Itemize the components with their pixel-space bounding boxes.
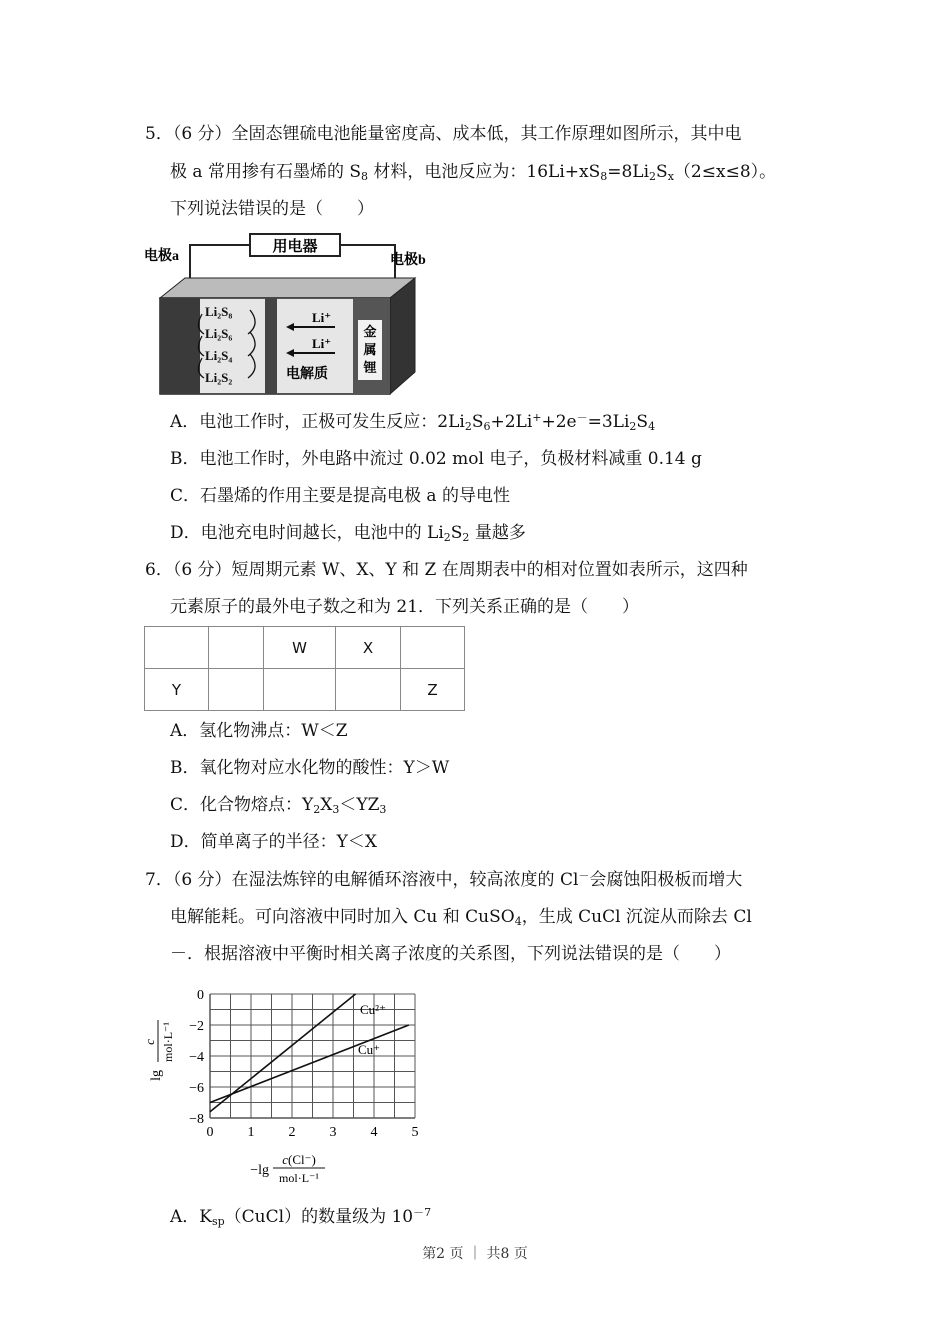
svg-text:c(Cl⁻): c(Cl⁻) [282,1152,316,1167]
q5-option-d: D．电池充电时间越长，电池中的 $Li_2S_2$ 量越多 [170,523,526,544]
table-row [145,627,465,669]
y-tick-label: 0 [197,988,204,1003]
table-cell [401,627,465,669]
y-tick-label: −2 [189,1019,204,1034]
q6-stem-line1: 6．（6 分）短周期元素 W、X、Y 和 Z 在周期表中的相对位置如表所示，这四种 [145,560,748,580]
metal-label-1: 金 [363,324,377,339]
y-tick-label: −8 [189,1112,204,1127]
species-li2s6: Li₂S₆ [205,326,233,341]
species-li2s8: Li₂S₈ [205,304,233,319]
q7-option-a: A．$K_{sp}(CuCl)$的数量级为 $10^{-7}$ [170,1206,432,1228]
x-tick-label: 3 [329,1125,337,1140]
concentration-chart [140,978,440,1188]
series-label: Cu⁺ [358,1042,381,1057]
svg-text:c: c [142,1039,157,1045]
q7-stem-line3: －．根据溶液中平衡时相关离子浓度的关系图，下列说法错误的是（ ） [170,944,731,964]
q5-option-a: A．电池工作时，正极可发生反应：$2Li_2S_6+2Li^++2e^-=3Li_2S_4$ [170,411,656,433]
x-tick-label: 1 [247,1125,255,1140]
x-tick-label: 4 [370,1125,378,1140]
q6-option-d: D．简单离子的半径：Y＜X [170,832,377,852]
q5-stem-line2: 极 a 常用掺有石墨烯的 $S_8$ 材料，电池反应为：$16Li+xS_8=8Li_2S_x(2\le x\le 8)$。 [170,162,777,183]
y-axis-title [142,1020,175,1081]
table-cell [336,669,401,711]
q5-stem-line3: 下列说法错误的是（ ） [170,199,374,219]
svg-text:−lg: −lg [250,1163,269,1178]
x-axis-title [250,1152,325,1185]
ion-label-1: Li⁺ [312,310,332,325]
electrode-b-label: 电极b [390,253,426,268]
y-tick-label: −4 [189,1050,204,1065]
q6-option-c: C．化合物熔点：$Y_2X_3<YZ_3$ [170,795,387,816]
q5-option-b: B．电池工作时，外电路中流过 0.02 mol 电子，负极材料减重 0.14 g [170,449,702,469]
electrolyte-label: 电解质 [286,367,328,382]
metal-label-2: 属 [363,342,377,357]
metal-label-3: 锂 [363,360,377,375]
ion-label-2: Li⁺ [312,336,332,351]
series-line-cuplus [210,1025,409,1103]
periodic-table-fragment [144,626,465,711]
battery-diagram [140,230,450,400]
q5-option-c: C．石墨烯的作用主要是提高电极 a 的导电性 [170,486,510,506]
q6-option-a: A．氢化物沸点：W＜Z [170,721,348,741]
table-row [145,669,465,711]
q6-stem-line2: 元素原子的最外电子数之和为 21．下列关系正确的是（ ） [170,597,640,617]
table-cell [209,627,264,669]
x-tick-label: 0 [206,1125,214,1140]
electrode-a-label: 电极a [144,249,179,264]
table-cell: Y [145,669,209,711]
species-li2s4: Li₂S₄ [205,348,233,363]
svg-text:mol·L⁻¹: mol·L⁻¹ [161,1022,175,1062]
table-cell [264,669,336,711]
table-cell: X [336,627,401,669]
page-footer: 第2 页 ｜ 共8 页 [422,1246,528,1262]
species-li2s2: Li₂S₂ [205,370,233,385]
device-label: 用电器 [272,239,318,255]
table-cell: Z [401,669,465,711]
y-tick-label: −6 [189,1081,204,1096]
table-cell [209,669,264,711]
series-label: Cu²⁺ [360,1002,386,1017]
q7-stem-line1: 7．（6 分）在湿法炼锌的电解循环溶液中，较高浓度的 Cl－会腐蚀阳极板而增大 [145,869,743,890]
svg-text:lg: lg [149,1070,164,1081]
table-cell: W [264,627,336,669]
q5-stem-line1: 5．（6 分）全固态锂硫电池能量密度高、成本低，其工作原理如图所示，其中电 [145,124,742,144]
x-tick-label: 2 [288,1125,296,1140]
svg-text:mol·L⁻¹: mol·L⁻¹ [279,1171,319,1185]
table-cell [145,627,209,669]
q7-stem-line2: 电解能耗。可向溶液中同时加入 Cu 和 CuSO$_4$，生成 CuCl 沉淀从而除去 Cl [170,907,752,928]
x-tick-label: 5 [411,1125,419,1140]
q6-option-b: B．氧化物对应水化物的酸性：Y＞W [170,758,450,778]
